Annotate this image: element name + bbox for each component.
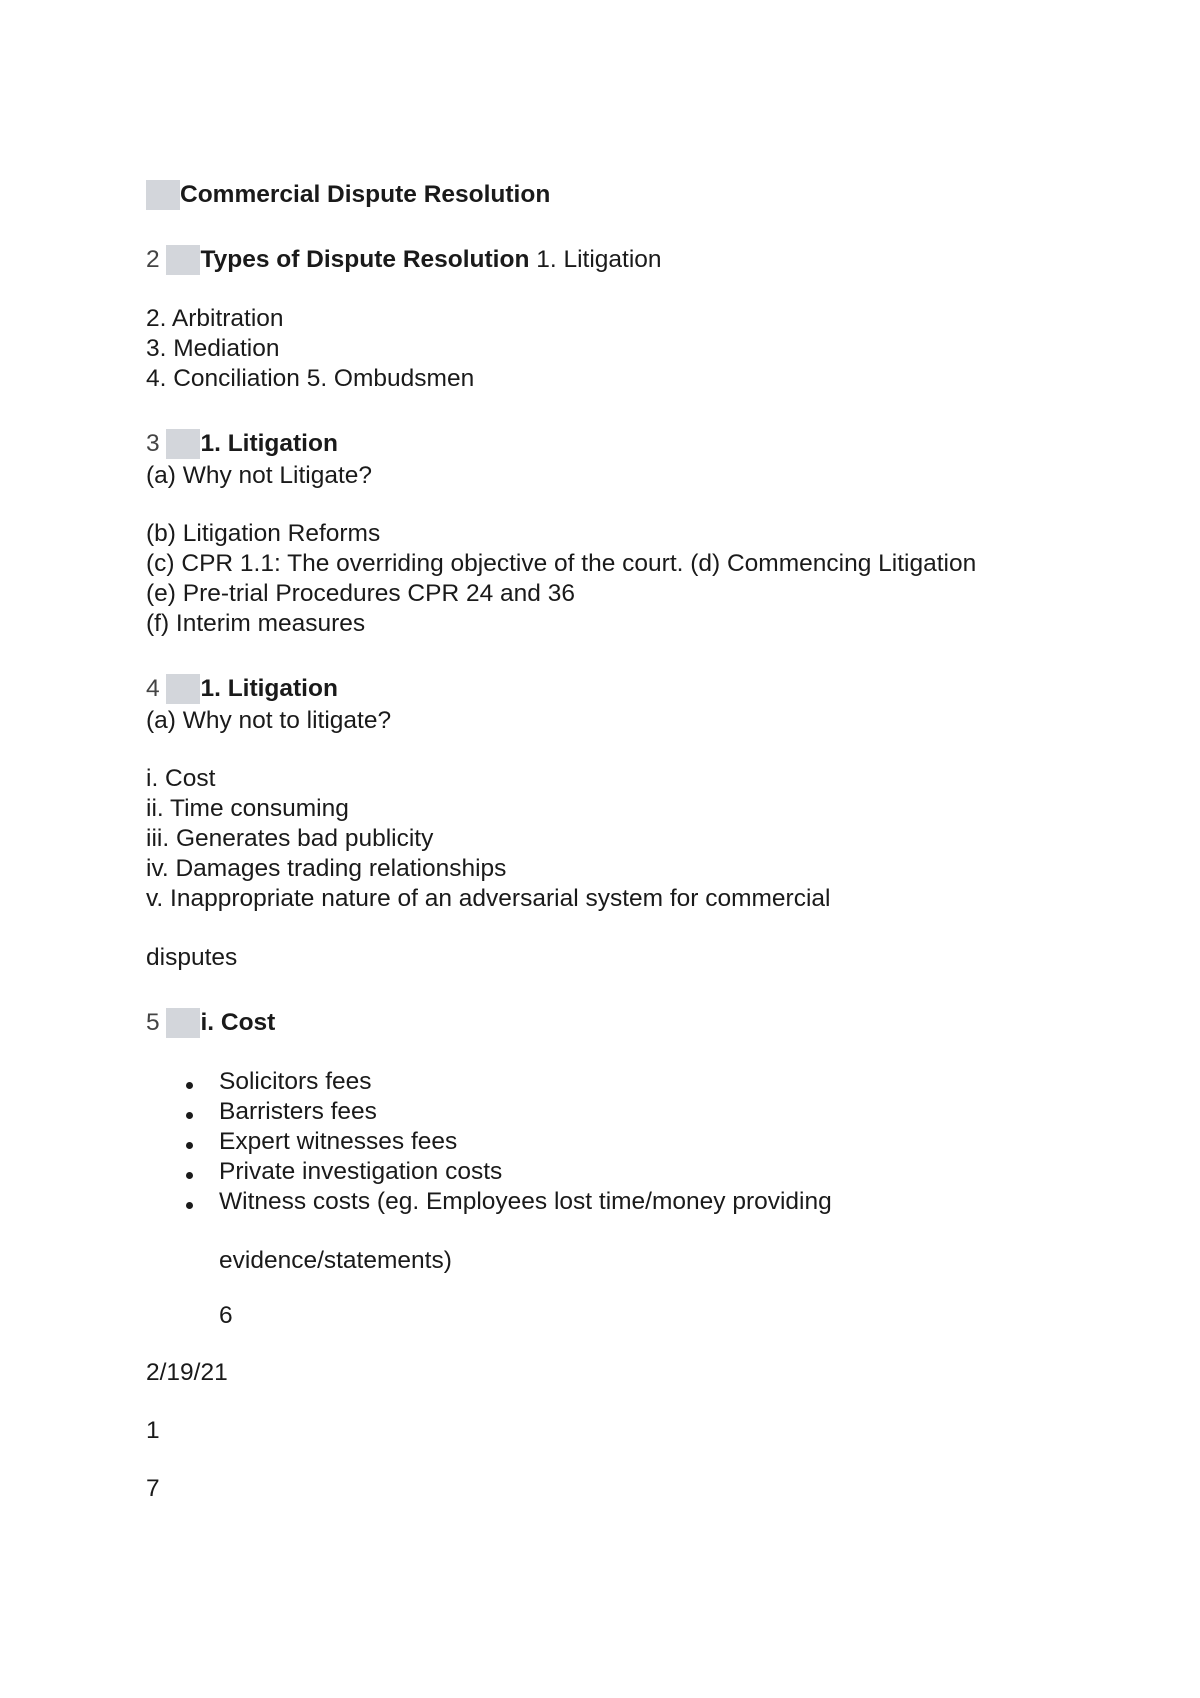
slide-4-heading (146, 674, 338, 704)
list-item: 4. Conciliation 5. Ombudsmen (146, 365, 475, 392)
next-slide-number: 6 (219, 1302, 233, 1329)
slide-5-title: i. Cost (200, 1009, 276, 1036)
slide-number: 5 (146, 1009, 160, 1036)
bullet-icon (186, 1202, 193, 1209)
list-item: 2. Arbitration (146, 305, 284, 332)
slide-thumbnail (166, 245, 200, 275)
list-item: iii. Generates bad publicity (146, 825, 434, 852)
slide-thumbnail (166, 429, 200, 459)
slide-number: 2 (146, 246, 160, 273)
bullet-item: Expert witnesses fees (219, 1128, 458, 1155)
slide-number: 4 (146, 675, 160, 702)
list-item: (b) Litigation Reforms (146, 520, 381, 547)
slide-1-title: Commercial Dispute Resolution (180, 181, 551, 208)
footer-date: 2/19/21 (146, 1359, 228, 1386)
footer-page-number: 1 (146, 1417, 160, 1444)
slide-4-title: 1. Litigation (200, 675, 338, 702)
continuation-text: evidence/statements) (219, 1247, 452, 1274)
footer-slide-number: 7 (146, 1475, 160, 1502)
slide-thumbnail (166, 674, 200, 704)
slide-3-title: 1. Litigation (200, 430, 338, 457)
slide-5-heading (146, 1008, 275, 1038)
list-item: (c) CPR 1.1: The overriding objective of the court. (d) Commencing Litigation (146, 550, 977, 577)
list-item: 3. Mediation (146, 335, 280, 362)
slide-number: 3 (146, 430, 160, 457)
slide-2-inline-item: 1. Litigation (536, 246, 662, 273)
bullet-icon (186, 1172, 193, 1179)
bullet-item: Solicitors fees (219, 1068, 372, 1095)
list-item: i. Cost (146, 765, 216, 792)
bullet-item: Private investigation costs (219, 1158, 503, 1185)
list-item: (e) Pre-trial Procedures CPR 24 and 36 (146, 580, 575, 607)
bullet-icon (186, 1142, 193, 1149)
slide-thumbnail (146, 180, 180, 210)
list-item: (a) Why not Litigate? (146, 462, 373, 489)
list-item: ii. Time consuming (146, 795, 349, 822)
slide-3-heading (146, 429, 338, 459)
slide-thumbnail (166, 1008, 200, 1038)
slide-1-heading (146, 180, 550, 210)
continuation-text: disputes (146, 944, 238, 971)
bullet-icon (186, 1112, 193, 1119)
list-item: (f) Interim measures (146, 610, 366, 637)
bullet-item: Witness costs (eg. Employees lost time/money providing (219, 1188, 832, 1215)
list-item: v. Inappropriate nature of an adversarial system for commercial (146, 885, 831, 912)
slide-2-title: Types of Dispute Resolution (200, 246, 530, 273)
list-item: (a) Why not to litigate? (146, 707, 392, 734)
bullet-icon (186, 1082, 193, 1089)
list-item: iv. Damages trading relationships (146, 855, 507, 882)
bullet-item: Barristers fees (219, 1098, 377, 1125)
slide-2-heading (146, 245, 662, 275)
